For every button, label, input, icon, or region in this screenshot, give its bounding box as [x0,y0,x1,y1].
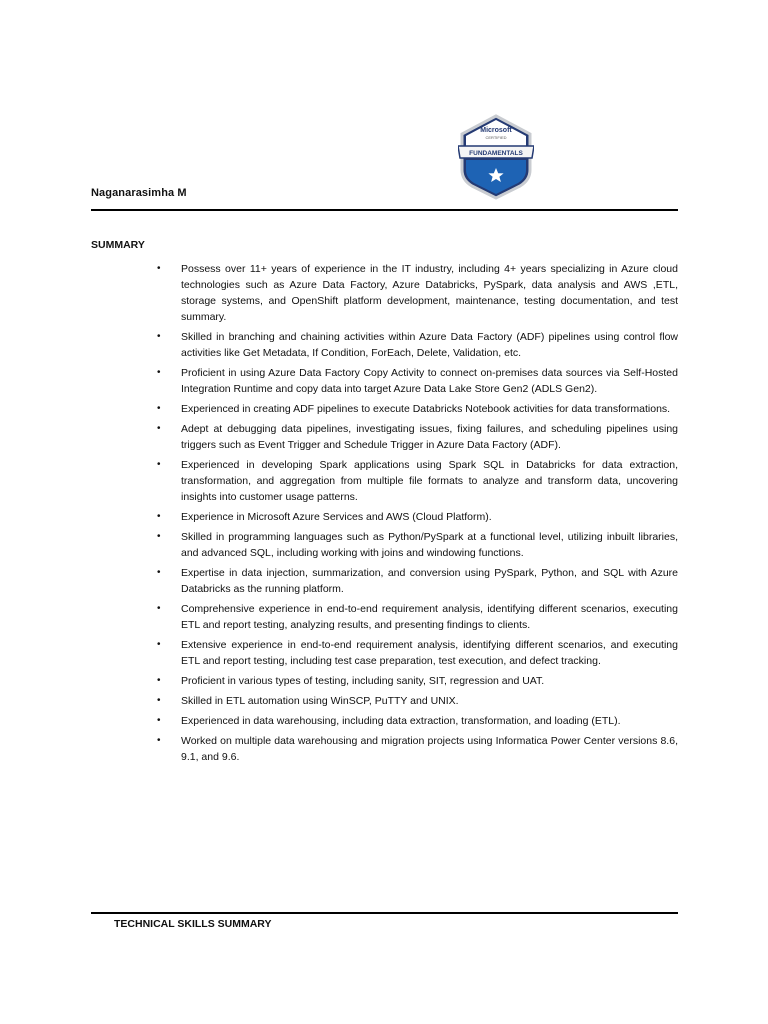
summary-bullet-item [157,457,678,505]
technical-skills-heading: TECHNICAL SKILLS SUMMARY [114,918,272,930]
bullet-icon: • [157,715,161,726]
summary-bullet-item [157,421,678,453]
summary-bullet-item [157,261,678,325]
bullet-icon: • [157,403,161,414]
summary-bullet-text: Skilled in ETL automation using WinSCP, PuTTY and UNIX. [181,695,459,707]
summary-bullet-item [157,365,678,397]
summary-bullet-item [157,329,678,361]
bullet-icon: • [157,423,161,434]
summary-bullet-item [157,673,678,689]
summary-bullet-text: Experienced in developing Spark applications using Spark SQL in Databricks for data extraction, transformation, and aggregation from multiple file formats to analyze and transform data, uncovering insights into customer usage patterns. [181,459,678,503]
badge-certified-text: CERTIFIED [485,135,507,140]
bullet-icon: • [157,531,161,542]
bullet-icon: • [157,695,161,706]
summary-bullet-text: Proficient in using Azure Data Factory Copy Activity to connect on-premises data sources via Self-Hosted Integration Runtime and copy data into target Azure Data Lake Store Gen2 (ADLS Gen2). [181,367,678,395]
summary-bullet-item [157,693,678,709]
bullet-icon: • [157,331,161,342]
summary-bullet-item [157,529,678,561]
summary-bullet-item [157,713,678,729]
summary-bullet-text: Proficient in various types of testing, including sanity, SIT, regression and UAT. [181,675,545,687]
candidate-name: Naganarasimha M [91,187,187,199]
summary-bullet-text: Worked on multiple data warehousing and migration projects using Informatica Power Center versions 8.6, 9.1, and 9.6. [181,735,678,763]
summary-bullet-text: Expertise in data injection, summarization, and conversion using PySpark, Python, and SQL with Azure Databricks as the running platform. [181,567,678,595]
bullet-icon: • [157,511,161,522]
bullet-icon: • [157,567,161,578]
badge-ribbon-text: FUNDAMENTALS [469,150,523,157]
summary-heading: SUMMARY [91,239,145,251]
header-divider [91,209,678,211]
microsoft-certified-fundamentals-badge [458,114,534,200]
bullet-icon: • [157,639,161,650]
summary-bullet-text: Comprehensive experience in end-to-end requirement analysis, identifying different scenarios, executing ETL and report testing, analyzing results, and presenting findings to clients. [181,603,678,631]
summary-bullet-text: Experienced in data warehousing, including data extraction, transformation, and loading (ETL). [181,715,621,727]
summary-bullet-item [157,401,678,417]
section-divider [91,912,678,914]
summary-bullet-text: Possess over 11+ years of experience in the IT industry, including 4+ years specializing in Azure cloud technologies such as Azure Data Factory, Azure Databricks, PySpark, data analysis and AWS ,ETL, storage systems, and OpenShift platform development, maintenance, testing documentation, and test summary. [181,263,678,323]
summary-bullet-item [157,601,678,633]
bullet-icon: • [157,735,161,746]
bullet-icon: • [157,603,161,614]
bullet-icon: • [157,459,161,470]
summary-bullet-text: Extensive experience in end-to-end requirement analysis, identifying different scenarios, and executing ETL and report testing, including test case preparation, test execution, and defect tracking. [181,639,678,667]
badge-brand-text: Microsoft [480,127,512,134]
summary-bullet-item [157,733,678,765]
summary-bullet-text: Skilled in branching and chaining activities within Azure Data Factory (ADF) pipelines using control flow activities like Get Metadata, If Condition, ForEach, Delete, Validation, etc. [181,331,678,359]
summary-bullet-list [157,261,678,769]
bullet-icon: • [157,367,161,378]
bullet-icon: • [157,263,161,274]
summary-bullet-item [157,637,678,669]
summary-bullet-item [157,565,678,597]
summary-bullet-text: Adept at debugging data pipelines, investigating issues, fixing failures, and scheduling pipelines using triggers such as Event Trigger and Schedule Trigger in Azure Data Factory (ADF). [181,423,678,451]
summary-bullet-text: Experience in Microsoft Azure Services and AWS (Cloud Platform). [181,511,492,523]
bullet-icon: • [157,675,161,686]
summary-bullet-item [157,509,678,525]
summary-bullet-text: Skilled in programming languages such as Python/PySpark at a functional level, utilizing inbuilt libraries, and advanced SQL, including working with joins and windowing functions. [181,531,678,559]
summary-bullet-text: Experienced in creating ADF pipelines to execute Databricks Notebook activities for data transformations. [181,403,671,415]
